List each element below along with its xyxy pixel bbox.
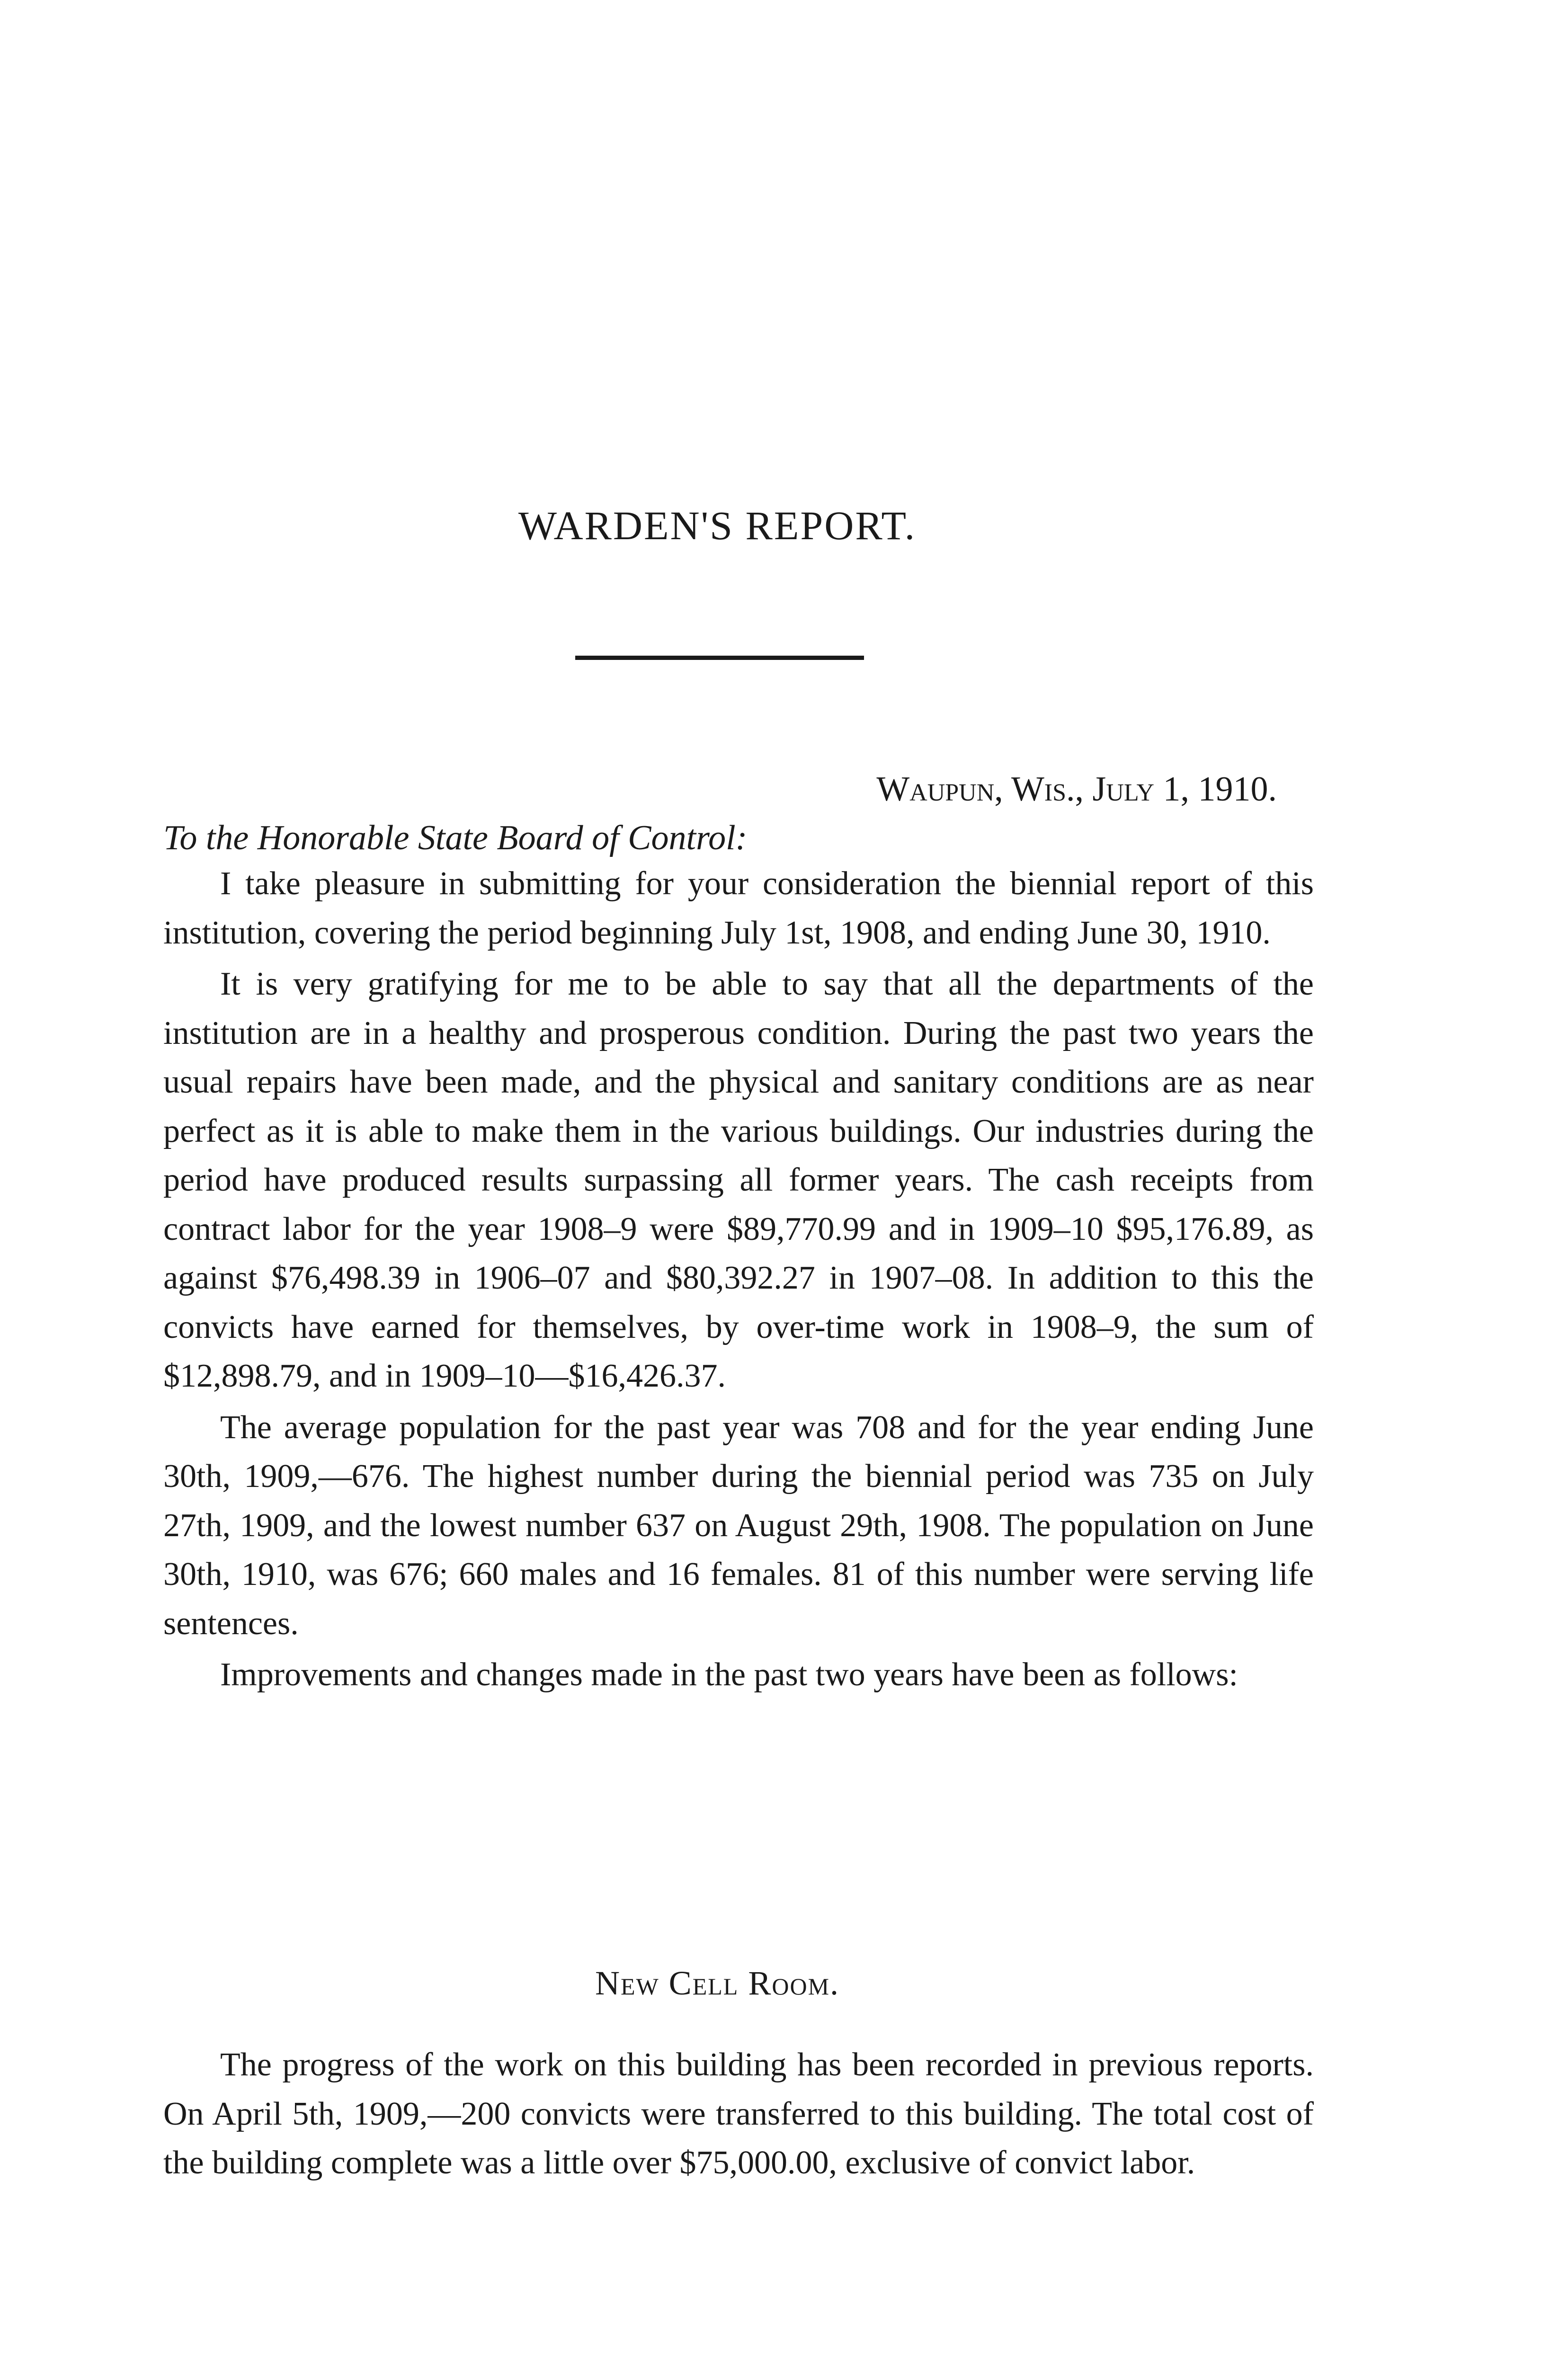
paragraph-submission: I take pleasure in submitting for your consideration the biennial report of this institution, covering the period beginning July 1st, 1908, and ending June 30, 1910. (163, 865, 1314, 951)
section-heading: New Cell Room. (595, 1964, 840, 2002)
section-body (163, 2040, 1314, 2188)
report-title: WARDEN'S REPORT. (518, 503, 917, 548)
report-body (163, 859, 1314, 1702)
paragraph-conditions: It is very gratifying for me to be able to say that all the departments of the institution are in a healthy and prosperous condition. During the past two years the usual repairs have been made, and the physical and sanitary conditions are as near perfect as it is able to make them in the various buildings. Our industries during the period have produced results surpassing all former years. The cash receipts from contract labor for the year 1908–9 were $89,770.99 and in 1909–10 $95,176.89, as against $76,498.39 in 1906–07 and $80,392.27 in 1907–08. In addition to this the convicts have earned for themselves, by over-time work in 1908–9, the sum of $12,898.79, and in 1909–10—$16,426.37. (163, 966, 1314, 1394)
paragraph-population: The average population for the past year was 708 and for the year ending June 30th, 1909,—676. The highest number during the biennial period was 735 on July 27th, 1909, and the lowest number 637 on August 29th, 1908. The population on June 30th, 1910, was 676; 660 males and 16 females. 81 of this number were serving life sentences. (163, 1409, 1314, 1642)
dateline: Waupun, Wis., July 1, 1910. (876, 770, 1277, 809)
paragraph-improvements: Improvements and changes made in the past two years have been as follows: (220, 1656, 1238, 1693)
title-rule (575, 656, 864, 660)
paragraph-cell-room: The progress of the work on this building has been recorded in previous reports. On April 5th, 1909,—200 convicts were transferred to this building. The total cost of the building complete was a little over $75,000.00, exclusive of convict labor. (163, 2047, 1314, 2181)
salutation: To the Honorable State Board of Control: (163, 819, 748, 857)
